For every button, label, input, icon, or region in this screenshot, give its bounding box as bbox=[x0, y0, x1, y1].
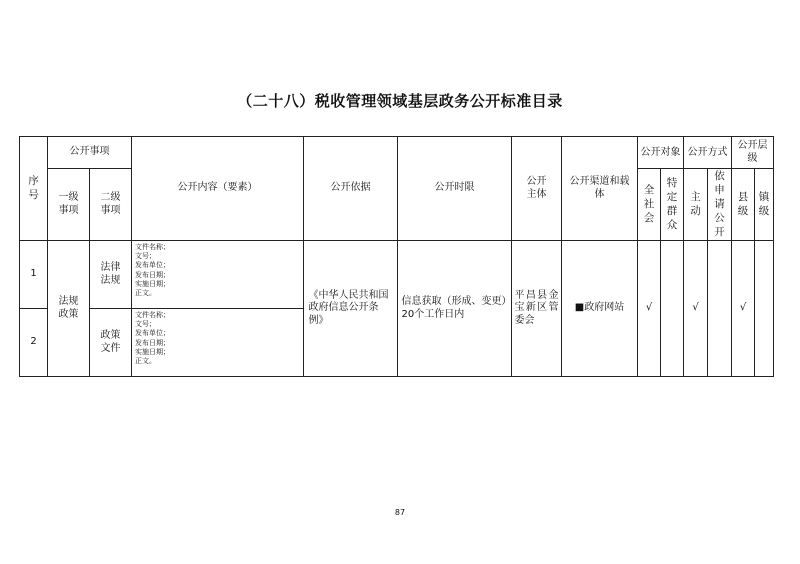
header-target-all: 全社会 bbox=[638, 169, 661, 241]
table-row bbox=[20, 241, 774, 309]
method-apply-cell bbox=[708, 241, 732, 377]
page-number: 87 bbox=[394, 508, 406, 517]
basis-cell: 《中华人民共和国政府信息公开条例》 bbox=[304, 241, 398, 377]
method-active-cell: √ bbox=[684, 241, 708, 377]
level-town-cell bbox=[755, 241, 774, 377]
content-fields: 文件名称； 文号； 发布单位； 发布日期； 实施日期； 正文。 bbox=[132, 309, 304, 377]
level-county-cell: √ bbox=[732, 241, 755, 377]
header-method: 公开方式 bbox=[684, 137, 732, 169]
row-seq: 2 bbox=[20, 309, 48, 377]
header-level-county: 县级 bbox=[732, 169, 755, 241]
subject-cell: 平昌县金宝新区管委会 bbox=[512, 241, 562, 377]
header-matters: 公开事项 bbox=[48, 137, 132, 169]
target-specific-cell bbox=[661, 241, 684, 377]
header-seq: 序号 bbox=[20, 137, 48, 241]
header-subject: 公开主体 bbox=[512, 137, 562, 241]
header-level2: 二级事项 bbox=[90, 169, 132, 241]
content-fields: 文件名称； 文号； 发布单位； 发布日期； 实施日期； 正文。 bbox=[132, 241, 304, 309]
row-seq: 1 bbox=[20, 241, 48, 309]
header-target-specific: 特定群众 bbox=[661, 169, 684, 241]
header-target: 公开对象 bbox=[638, 137, 684, 169]
header-content: 公开内容（要素） bbox=[132, 137, 304, 241]
header-level: 公开层级 bbox=[732, 137, 774, 169]
header-level-town: 镇级 bbox=[755, 169, 774, 241]
level2-cell: 法律法规 bbox=[90, 241, 132, 309]
header-basis: 公开依据 bbox=[304, 137, 398, 241]
time-limit-cell: 信息获取（形成、变更）20个工作日内 bbox=[398, 241, 512, 377]
header-level1: 一级事项 bbox=[48, 169, 90, 241]
level2-cell: 政策文件 bbox=[90, 309, 132, 377]
catalog-table bbox=[19, 136, 774, 377]
level1-cell: 法规政策 bbox=[48, 241, 90, 377]
channel-cell: ■政府网站 bbox=[562, 241, 638, 377]
header-channel: 公开渠道和载体 bbox=[562, 137, 638, 241]
header-method-apply: 依申请公开 bbox=[708, 169, 732, 241]
header-method-active: 主动 bbox=[684, 169, 708, 241]
header-time-limit: 公开时限 bbox=[398, 137, 512, 241]
page-title: （二十八）税收管理领域基层政务公开标准目录 bbox=[237, 92, 563, 110]
target-all-cell: √ bbox=[638, 241, 661, 377]
